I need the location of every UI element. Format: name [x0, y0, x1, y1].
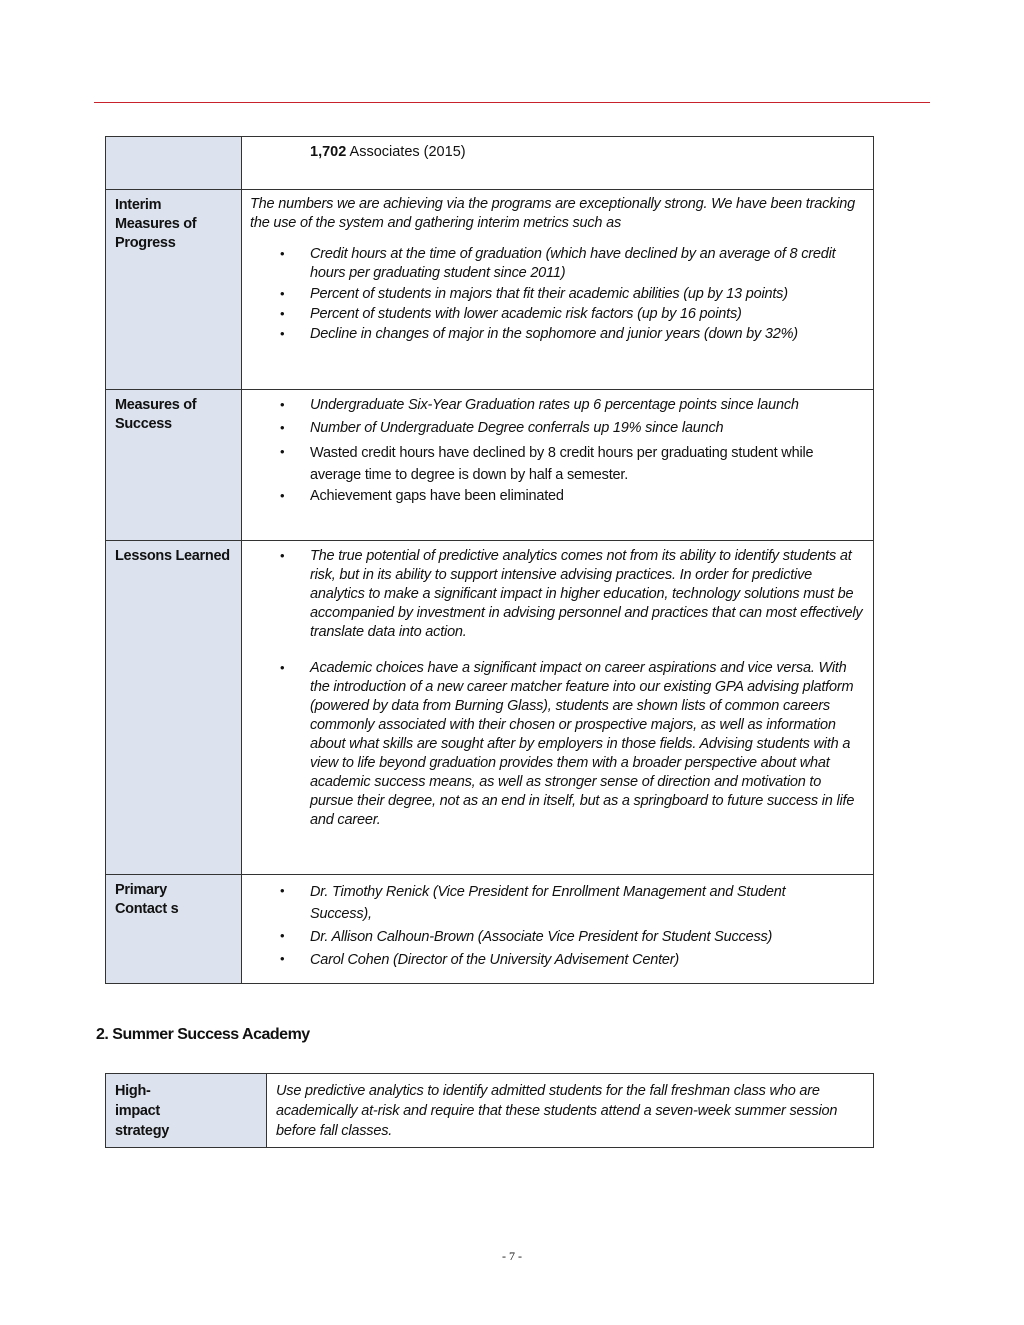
interim-item: • Decline in changes of major in the sophomore and junior years (down by 32%) — [242, 325, 873, 344]
success-label: Measures of Success — [115, 397, 197, 432]
associates-count: 1,702 — [310, 144, 347, 160]
contacts-label-cell — [106, 875, 242, 984]
interim-item: • Percent of students in majors that fit their academic abilities (up by 13 points) — [242, 285, 873, 304]
interim-content-cell — [242, 190, 874, 390]
blank-label-cell — [106, 137, 242, 190]
success-row — [106, 390, 874, 541]
interim-label-cell — [106, 190, 242, 390]
interim-intro: The numbers we are achieving via the programs are exceptionally strong. We have been tracking the use of the system and gathering interim metrics such as — [250, 196, 855, 231]
lessons-item: • The true potential of predictive analytics comes not from its ability to identify students at risk, but in its ability to support intensive advising practices. In order for predictive analytics to make a significant impact in higher education, technology solutions must be accompanied by investment in advising personnel and practices that can most effectively translate data into action. — [242, 547, 873, 642]
contact-item: • Dr. Timothy Renick (Vice President for Enrollment Management and Student Success), — [242, 881, 873, 925]
interim-item: • Credit hours at the time of graduation (which have declined by an average of 8 credit hours per graduating student since 2011) — [242, 245, 873, 283]
success-item: • Achievement gaps have been eliminated — [242, 487, 873, 506]
success-item: • Number of Undergraduate Degree conferrals up 19% since launch — [242, 419, 873, 438]
contact-item: • Carol Cohen (Director of the University Advisement Center) — [242, 949, 873, 971]
interim-item: • Percent of students with lower academic risk factors (up by 16 points) — [242, 305, 873, 324]
interim-label: Interim Measures of Progress — [115, 197, 197, 251]
associates-text: Associates (2015) — [346, 144, 466, 160]
program-details-table — [105, 136, 874, 984]
success-label-cell — [106, 390, 242, 541]
associates-cell — [242, 137, 874, 190]
success-content-cell — [242, 390, 874, 541]
strategy-content-cell — [267, 1074, 874, 1148]
page-number: - 7 - — [502, 1249, 522, 1263]
success-item: • Wasted credit hours have declined by 8 credit hours per graduating student while average time to degree is down by half a semester. — [242, 442, 873, 486]
contacts-content-cell — [242, 875, 874, 984]
lessons-row — [106, 541, 874, 875]
contacts-label: Primary Contact s — [115, 882, 179, 917]
lessons-label-cell — [106, 541, 242, 875]
lessons-item: • Academic choices have a significant impact on career aspirations and vice versa. With the introduction of a new career matcher feature into our existing GPA advising platform (powered by data from Burning Glass), students are shown lists of common careers commonly associated with their chosen or prospective majors, as well as information about what skills are sought after by employers in those fields. Advising students with a view to life beyond graduation provides them with a broader perspective about what academic success means, as well as stronger sense of direction and motivation to pursue their degree, not as an end in itself, but as a springboard to future success in life and career. — [242, 659, 873, 830]
interim-row — [106, 190, 874, 390]
strategy-label-cell — [106, 1074, 267, 1148]
contacts-row — [106, 875, 874, 984]
contact-item: • Dr. Allison Calhoun-Brown (Associate Vice President for Student Success) — [242, 926, 873, 948]
lessons-label: Lessons Learned — [115, 548, 230, 564]
header-rule — [94, 102, 930, 103]
lessons-list — [242, 547, 873, 830]
associates-row — [106, 137, 874, 190]
strategy-table — [105, 1073, 874, 1148]
strategy-label: High- impact strategy — [115, 1083, 170, 1139]
success-item: • Undergraduate Six-Year Graduation rates up 6 percentage points since launch — [242, 396, 873, 415]
section-heading: 2. Summer Success Academy — [96, 1026, 310, 1043]
interim-list — [242, 245, 873, 344]
contacts-list — [242, 881, 873, 971]
success-list — [242, 396, 873, 506]
strategy-text: Use predictive analytics to identify admitted students for the fall freshman class who are academically at-risk and require that these students attend a seven-week summer session before fall classes. — [276, 1083, 838, 1139]
lessons-content-cell — [242, 541, 874, 875]
strategy-row — [106, 1074, 874, 1148]
